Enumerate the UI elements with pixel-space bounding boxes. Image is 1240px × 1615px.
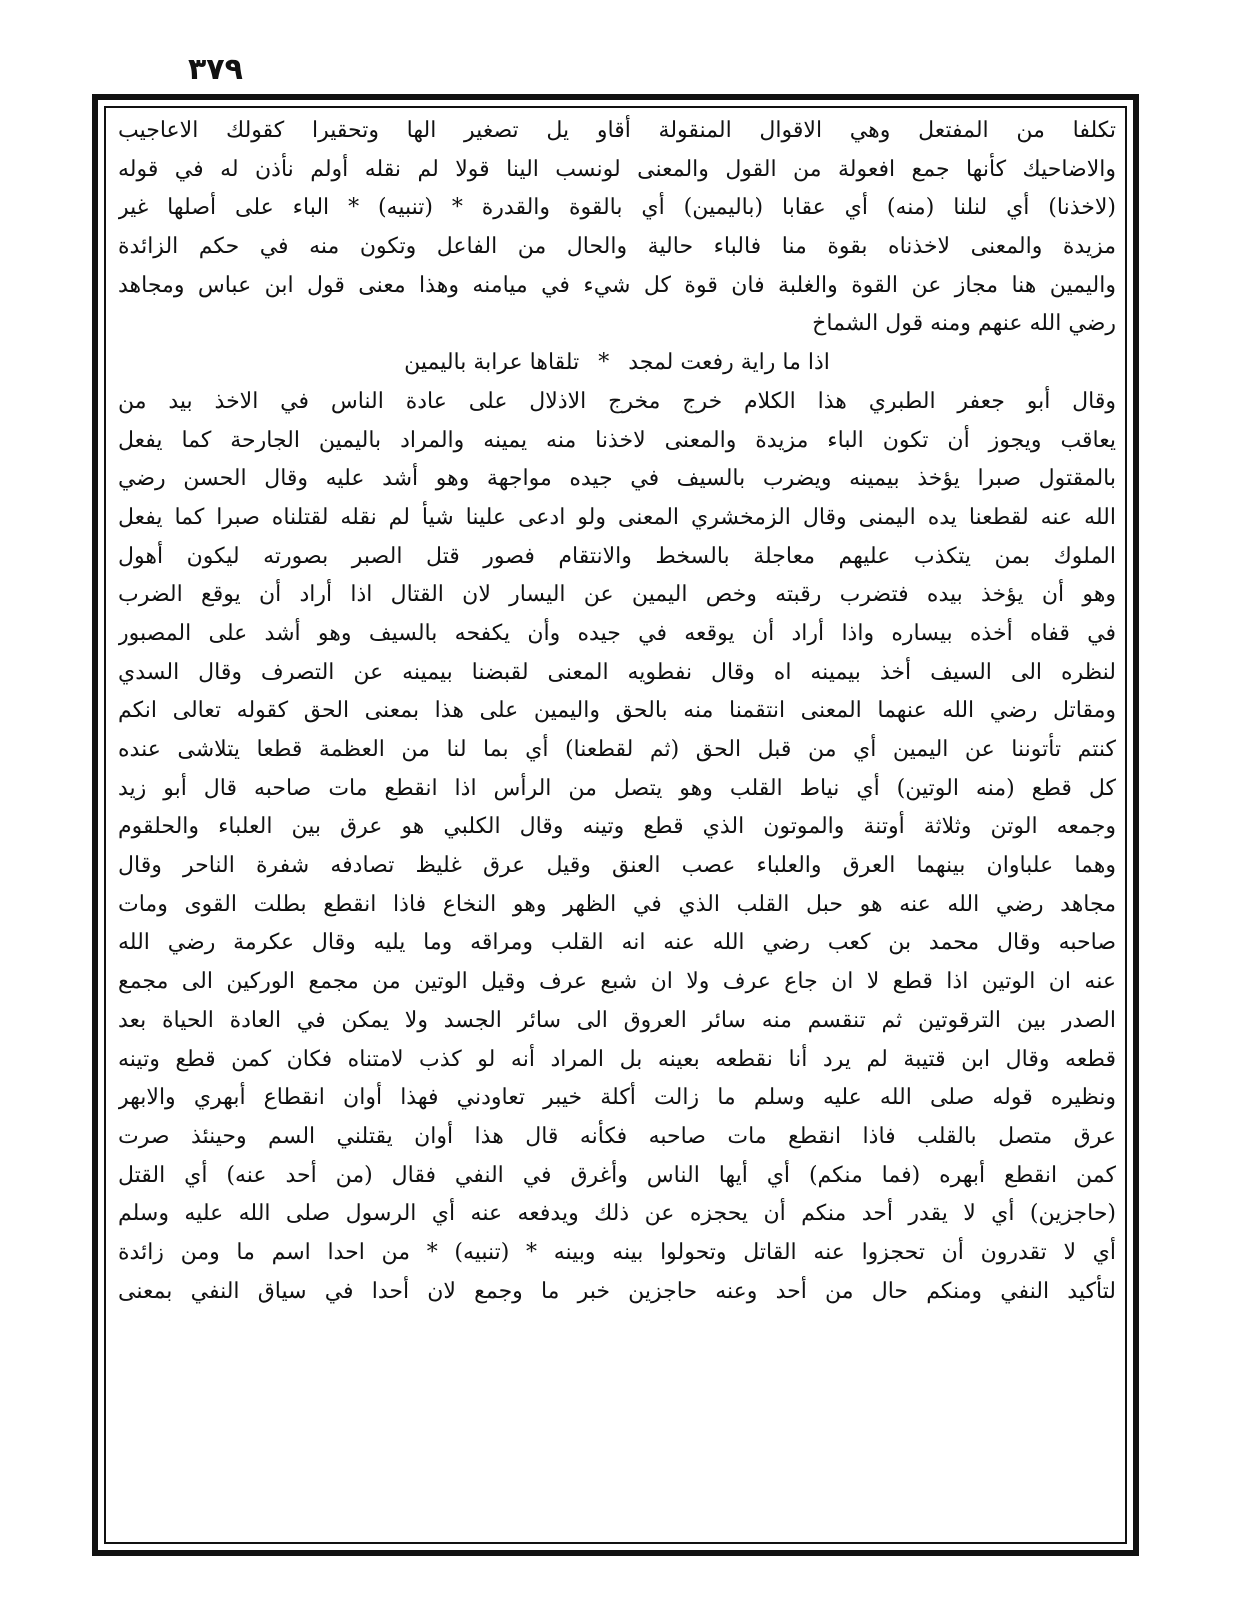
text-line: وجمعه الوتن وثلاثة أوتنة والموتون الذي قطع وتينه وقال الكلبي هو عرق بين العلباء والحلقوم xyxy=(118,814,1116,840)
verse-separator: * xyxy=(598,350,610,376)
text-line: عرق متصل بالقلب فاذا انقطع مات صاحبه فكأنه قال هذا أوان يقتلني السم وحينئذ صرت xyxy=(118,1123,1116,1149)
verse-second-hemistich: تلقاها عرابة باليمين xyxy=(404,350,580,376)
text-line: في قفاه أخذه بيساره واذا أراد أن يوقعه في جيده وأن يكفحه بالسيف وهو أشد على المصبور xyxy=(118,620,1116,646)
text-line: كنتم تأتوننا عن اليمين أي من قبل الحق (ثم لقطعنا) أي بما لنا من العظمة قطعا يتلاشى عنده xyxy=(118,737,1116,762)
text-line: بالمقتول صبرا يؤخذ بيمينه ويضرب بالسيف في جيده مواجهة وهو أشد عليه وقال الحسن رضي xyxy=(118,466,1116,492)
text-line: قطعه وقال ابن قتيبة لم يرد أنا نقطعه بعينه بل المراد أنه لو كذب لامتناه فكان كمن قطع وتينه xyxy=(118,1046,1116,1072)
text-line: الله عنه لقطعنا يده اليمنى وقال الزمخشري المعنى ولو ادعى علينا شيأ لم نقله لقتلناه صبرا كما يفعل xyxy=(118,504,1116,530)
text-line: رضي الله عنهم ومنه قول الشماخ xyxy=(812,311,1116,337)
text-line: عنه ان الوتين اذا قطع لا ان جاع عرف ولا ان شبع عرف وقيل الوتين من مجمع الوركين الى مجمع xyxy=(118,969,1116,995)
text-line: الملوك بمن يتكذب عليهم معاجلة بالسخط والانتقام فصور قتل الصبر بصورته ليكون أهول xyxy=(118,543,1116,569)
text-line: وقال أبو جعفر الطبري هذا الكلام خرج مخرج الاذلال على عادة الناس في الاخذ بيد من xyxy=(118,388,1116,414)
text-line: كمن انقطع أبهره (فما منكم) أي أيها الناس وأغرق في النفي فقال (من أحد عنه) أي القتل xyxy=(118,1162,1116,1188)
text-line: ومقاتل رضي الله عنهما المعنى انتقمنا منه بالحق واليمين على هذا بمعنى الحق كقوله تعالى انكم xyxy=(118,698,1116,724)
text-line: واليمين هنا مجاز عن القوة والغلبة فان قوة كل شيء في ميامنه وهذا معنى قول ابن عباس ومجاهد xyxy=(118,272,1116,298)
text-line: والاضاحيك كأنها جمع افعولة من القول والمعنى لونسب الينا قولا لم نقله أولم نأذن له في قوله xyxy=(118,156,1116,182)
verse-first-hemistich: اذا ما راية رفعت لمجد xyxy=(628,350,830,376)
text-line: صاحبه وقال محمد بن كعب رضي الله عنه انه القلب ومراقه وما يليه وقال عكرمة رضي الله xyxy=(118,930,1116,956)
text-line: ونظيره قوله صلى الله عليه وسلم ما زالت أكلة خيبر تعاودني فهذا أوان انقطاع أبهري والابهر xyxy=(118,1085,1116,1111)
text-line: وهو أن يؤخذ بيده فتضرب رقبته وخص اليمين عن اليسار لان القتال اذا أراد أن يوقع الضرب xyxy=(118,582,1116,608)
text-line: وهما علباوان بينهما العرق والعلباء عصب العنق وقيل عرق غليظ تصادفه شفرة الناحر وقال xyxy=(118,853,1116,879)
text-line: (حاجزين) أي لا يقدر أحد منكم أن يحجزه عن ذلك ويدفعه عنه أي الرسول صلى الله عليه وسلم xyxy=(118,1201,1116,1227)
page-body xyxy=(118,112,1116,1311)
text-line: مزيدة والمعنى لاخذناه بقوة منا فالباء حالية والحال من الفاعل وتكون منه في حكم الزائدة xyxy=(118,234,1116,260)
text-line: أي لا تقدرون أن تحجزوا عنه القاتل وتحولوا بينه وبينه * (تنبيه) * من احدا اسم ما ومن زائدة xyxy=(118,1239,1116,1265)
text-line: مجاهد رضي الله عنه هو حبل القلب الذي في الظهر وهو النخاع فاذا انقطع بطلت القوى ومات xyxy=(118,891,1116,917)
text-line: الصدر بين الترقوتين ثم تنقسم منه سائر العروق الى سائر الجسد ولا يمكن في العادة الحياة بعد xyxy=(118,1007,1116,1033)
text-line: لتأكيد النفي ومنكم حال من أحد وعنه حاجزين خبر ما وجمع لان أحدا في سياق النفي بمعنى xyxy=(118,1278,1116,1304)
text-line: كل قطع (منه الوتين) أي نياط القلب وهو يتصل من الرأس اذا انقطع مات صاحبه قال أبو زيد xyxy=(118,775,1116,801)
page-number: ٣٧٩ xyxy=(188,52,243,87)
text-line: لنظره الى السيف أخذ بيمينه اه وقال نفطويه المعنى لقبضنا بيمينه عن التصرف وقال السدي xyxy=(118,659,1116,685)
poetry-verse xyxy=(118,344,1116,383)
text-line: تكلفا من المفتعل وهي الاقوال المنقولة أقاو يل تصغير الها وتحقيرا كقولك الاعاجيب xyxy=(118,118,1116,143)
text-line: (لاخذنا) أي لنلنا (منه) أي عقابا (باليمين) أي بالقوة والقدرة * (تنبيه) * الباء على أصلها غير xyxy=(118,195,1116,221)
text-line: يعاقب ويجوز أن تكون الباء مزيدة والمعنى لاخذنا منه يمينه والمراد باليمين الجارحة كما يفعل xyxy=(118,427,1116,453)
